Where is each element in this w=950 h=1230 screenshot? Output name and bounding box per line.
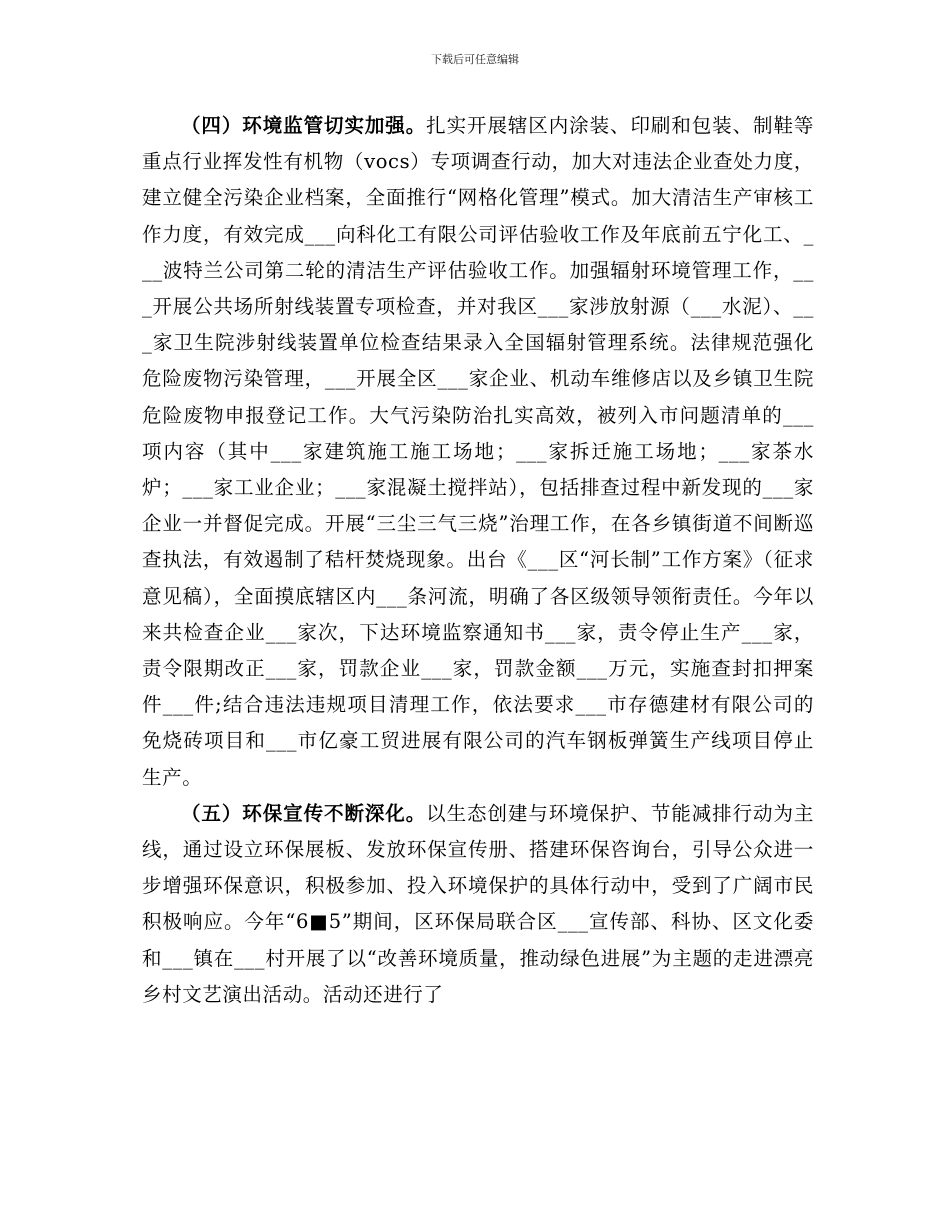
section-heading: （四）环境监管切实加强。 [181,114,427,137]
section-heading: （五）环保宣传不断深化。 [181,801,427,825]
paragraph-environmental-publicity [142,796,814,1013]
paragraph-environmental-supervision [142,108,814,796]
page-header: 下载后可任意编辑 [431,53,519,66]
document-body [142,108,814,1013]
paragraph-text: 以生态创建与环境保护、节能减排行动为主线，通过设立环保展板、发放环保宣传册、搭建环保咨询台，引导公众进一步增强环保意识，积极参加、投入环境保护的具体行动中，受到了广阔市民积极响应。今年“6■5”期间，区环保局联合区___宣传部、科协、区文化委和___镇在___村开展了以“改善环境质量，推动绿色进展”为主题的走进漂亮乡村文艺演出活动。活动还进行了 [142,801,814,1006]
paragraph-text: 扎实开展辖区内涂装、印刷和包装、制鞋等重点行业挥发性有机物（vocs）专项调查行动，加大对违法企业查处力度，建立健全污染企业档案，全面推行“网格化管理”模式。加大清洁生产审核工作力度，有效完成___向科化工有限公司评估验收工作及年底前五宁化工、___波特兰公司第二轮的清洁生产评估验收工作。加强辐射环境管理工作，___开展公共场所射线装置专项检查，并对我区___家涉放射源（___水泥）、___家卫生院涉射线装置单位检查结果录入全国辐射管理系统。法律规范强化危险废物污染管理，___开展全区___家企业、机动车维修店以及乡镇卫生院危险废物申报登记工作。大气污染防治扎实高效，被列入市问题清单的___项内容（其中___家建筑施工施工场地；___家拆迁施工场地；___家茶水炉；___家工业企业；___家混凝土搅拌站），包括排查过程中新发现的___家企业一并督促完成。开展“三尘三气三烧”治理工作，在各乡镇街道不间断巡查执法，有效遏制了秸杆焚烧现象。出台《___区“河长制”工作方案》（征求意见稿），全面摸底辖区内___条河流，明确了各区级领导领衔责任。今年以来共检查企业___家次，下达环境监察通知书___家，责令停止生产___家，责令限期改正___家，罚款企业___家，罚款金额___万元，实施查封扣押案件___件;结合违法违规项目清理工作，依法要求___市存德建材有限公司的免烧砖项目和___市亿豪工贸进展有限公司的汽车钢板弹簧生产线项目停止生产。 [142,114,814,789]
